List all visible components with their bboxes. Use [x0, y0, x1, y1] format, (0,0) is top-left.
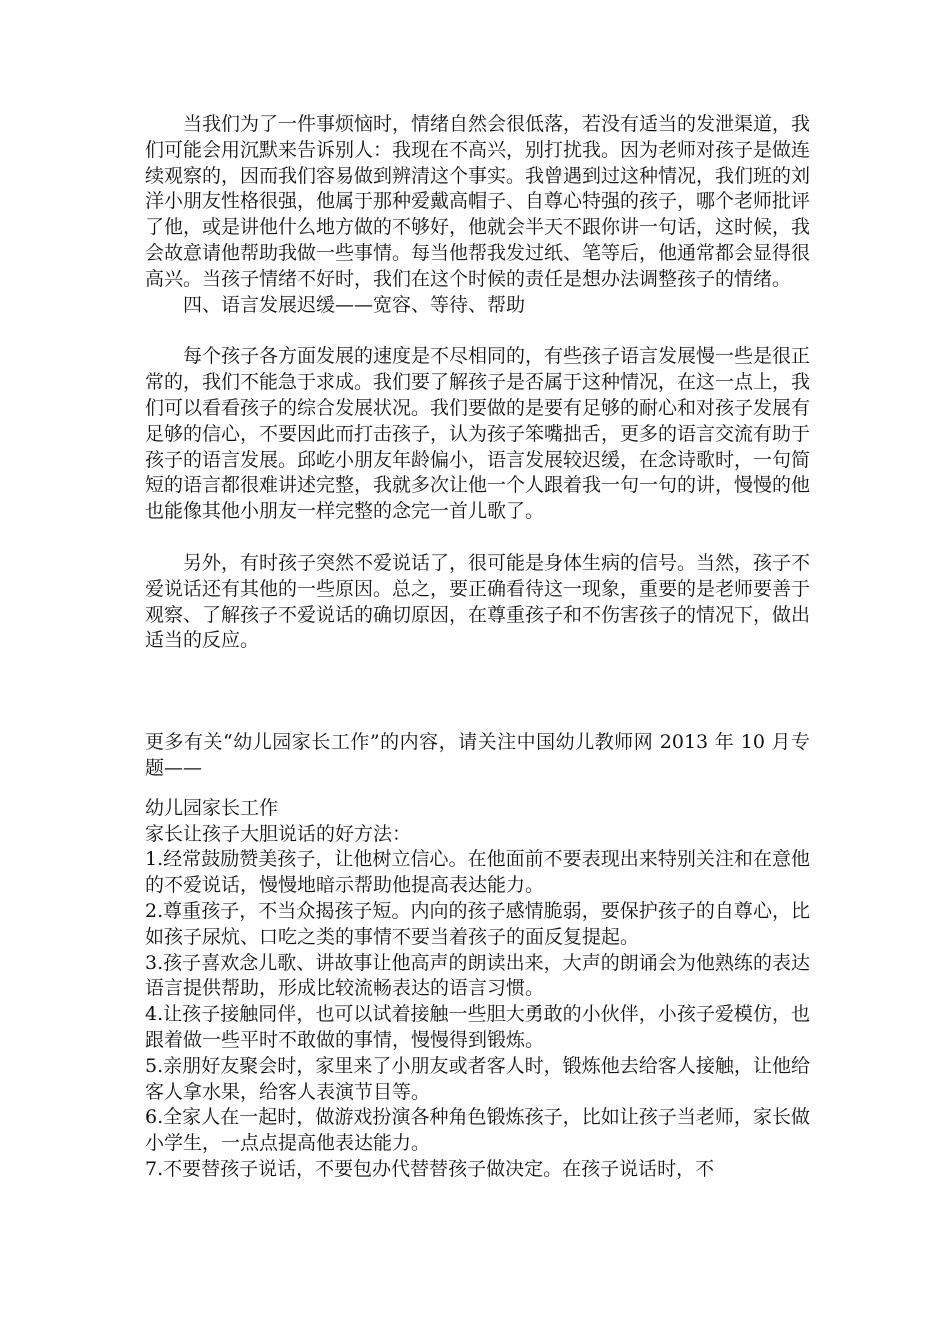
list-item: 6.全家人在一起时，做游戏扮演各种角色锻炼孩子，比如让孩子当老师，家长做小学生，一点点提高他表达能力。	[145, 1106, 810, 1155]
spacer	[145, 318, 810, 344]
list-item: 7.不要替孩子说话，不要包办代替替孩子做决定。在孩子说话时，不	[145, 1157, 715, 1180]
list-item: 2.尊重孩子，不当众揭孩子短。内向的孩子感情脆弱，要保护孩子的自尊心，比如孩子尿炕、口吃之类的事情不要当着孩子的面反复提起。	[145, 899, 810, 948]
spacer	[145, 654, 810, 730]
list-item: 4.让孩子接触同伴，也可以试着接触一些胆大勇敢的小伙伴，小孩子爱模仿，也跟着做一些平时不敢做的事情，慢慢得到锻炼。	[145, 1003, 810, 1051]
spacer	[145, 525, 810, 551]
section-heading-4: 四、语言发展迟缓——宽容、等待、帮助	[183, 293, 526, 316]
list-item: 1.经常鼓励赞美孩子，让他树立信心。在他面前不要表现出来特别关注和在意他的不爱说话，慢慢地暗示帮助他提高表达能力。	[145, 848, 810, 897]
paragraph-other-reasons: 另外，有时孩子突然不爱说话了，很可能是身体生病的信号。当然，孩子不爱说话还有其他的一些原因。总之，要正确看待这一现象，重要的是老师要善于观察、了解孩子不爱说话的确切原因，在尊重孩子和不伤害孩子的情况下，做出适当的反应。	[145, 551, 811, 652]
more-info-text: 更多有关“幼儿园家长工作”的内容，请关注中国幼儿教师网 2013 年 10 月专题——	[145, 731, 810, 779]
spacer	[145, 782, 810, 796]
paragraph-language-delay: 每个孩子各方面发展的速度是不尽相同的，有些孩子语言发展慢一些是很正常的，我们不能急于求成。我们要了解孩子是否属于这种情况，在这一点上，我们可以看看孩子的综合发展状况。我们要做的是要有足够的耐心和对孩子发展有足够的信心，不要因此而打击孩子，认为孩子笨嘴拙舌，更多的语言交流有助于孩子的语言发展。邱屹小朋友年龄偏小，语言发展较迟缓，在念诗歌时，一句简短的语言都很难讲述完整，我就多次让他一个人跟着我一句一句的讲，慢慢的他也能像其他小朋友一样完整的念完一首儿歌了。	[145, 345, 811, 523]
topic-title: 幼儿园家长工作	[145, 796, 279, 819]
methods-list	[145, 847, 810, 1182]
list-item: 3.孩子喜欢念儿歌、讲故事让他高声的朗读出来，大声的朗诵会为他熟练的表达语言提供帮助，形成比较流畅表达的语言习惯。	[145, 951, 810, 1000]
paragraph-emotion: 当我们为了一件事烦恼时，情绪自然会很低落，若没有适当的发泄渠道，我们可能会用沉默来告诉别人：我现在不高兴，别打扰我。因为老师对孩子是做连续观察的，因而我们容易做到辨清这个事实。我曾遇到过这种情况，我们班的刘洋小朋友性格很强，他属于那种爱戴高帽子、自尊心特强的孩子，哪个老师批评了他，或是讲他什么地方做的不够好，他就会半天不跟你讲一句话，这时候，我会故意请他帮助我做一些事情。每当他帮我发过纸、笔等后，他通常都会显得很高兴。当孩子情绪不好时，我们在这个时候的责任是想办法调整孩子的情绪。	[145, 113, 811, 290]
list-item: 5.亲朋好友聚会时，家里来了小朋友或者客人时，锻炼他去给客人接触，让他给客人拿水果，给客人表演节目等。	[145, 1054, 810, 1103]
methods-title: 家长让孩子大胆说话的好方法：	[145, 822, 412, 845]
document-page	[145, 112, 810, 1183]
